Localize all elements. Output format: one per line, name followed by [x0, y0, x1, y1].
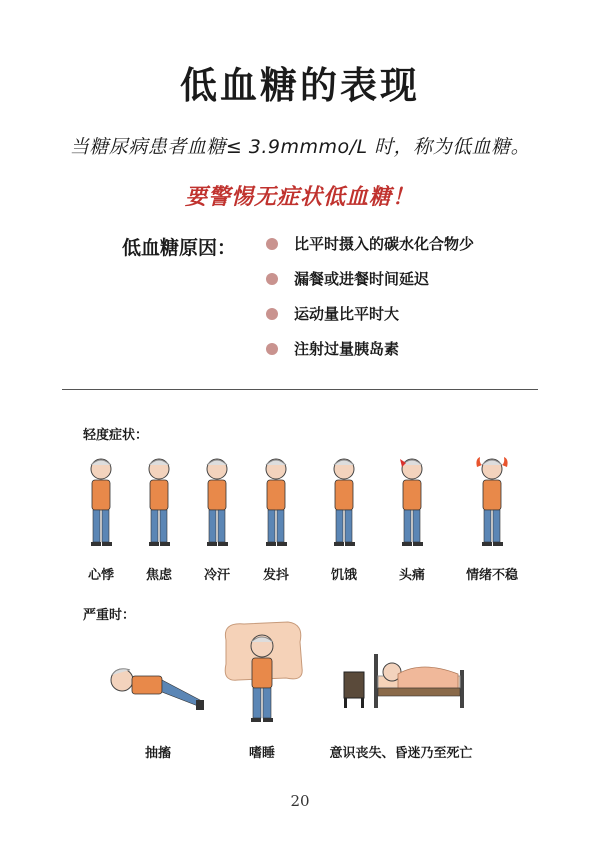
symptom-figure — [73, 455, 129, 583]
section-divider — [62, 389, 538, 390]
symptom-figure — [189, 455, 245, 583]
bullet-icon — [266, 273, 278, 285]
symptom-figure — [248, 455, 304, 583]
elderly-man-icon — [392, 455, 432, 550]
symptom-label: 饥饿 — [330, 568, 357, 583]
severe-symptom-label: 意识丧失、昏迷乃至死亡 — [329, 746, 473, 761]
cause-item — [266, 338, 474, 373]
causes-label: 低血糖原因： — [122, 237, 237, 259]
elderly-man-icon — [324, 455, 364, 550]
cause-item — [266, 268, 474, 303]
symptom-figure — [384, 455, 440, 583]
severe-symptom-label: 嗜睡 — [248, 746, 275, 761]
elderly-man-icon — [472, 455, 512, 550]
cause-item — [266, 233, 474, 268]
convulsion-figure-icon — [108, 660, 208, 718]
severe-symptoms-label: 严重时： — [83, 608, 136, 623]
bullet-icon — [266, 343, 278, 355]
cause-text: 注射过量胰岛素 — [294, 340, 400, 358]
symptom-label: 焦虑 — [145, 568, 172, 583]
elderly-man-icon — [139, 455, 179, 550]
bullet-icon — [266, 308, 278, 320]
page-title: 低血糖的表现 — [180, 64, 420, 107]
symptom-figure — [458, 455, 526, 583]
elderly-man-icon — [197, 455, 237, 550]
mild-symptoms-label: 轻度症状： — [83, 428, 149, 443]
definition-text: 当糖尿病患者血糖≤ 3.9mmmo/L 时，称为低血糖。 — [69, 136, 531, 158]
bedridden-figure-icon — [342, 650, 466, 710]
symptom-label: 头痛 — [398, 568, 425, 583]
severe-symptom-label: 抽搐 — [144, 746, 171, 761]
symptom-label: 冷汗 — [203, 568, 230, 583]
symptom-label: 发抖 — [262, 568, 289, 583]
bullet-icon — [266, 238, 278, 250]
symptom-label: 心悸 — [87, 568, 114, 583]
cause-text: 比平时摄入的碳水化合物少 — [294, 235, 475, 253]
elderly-man-icon — [81, 455, 121, 550]
cause-text: 漏餐或进餐时间延迟 — [294, 270, 430, 288]
symptom-figure — [131, 455, 187, 583]
drowsy-figure-icon — [218, 620, 306, 724]
warning-text: 要警惕无症状低血糖！ — [184, 185, 415, 210]
symptom-label: 情绪不稳 — [465, 568, 518, 583]
page-number: 20 — [290, 792, 310, 810]
cause-item — [266, 303, 474, 338]
elderly-man-icon — [256, 455, 296, 550]
cause-text: 运动量比平时大 — [294, 305, 400, 323]
symptom-figure — [316, 455, 372, 583]
causes-list — [266, 233, 474, 373]
